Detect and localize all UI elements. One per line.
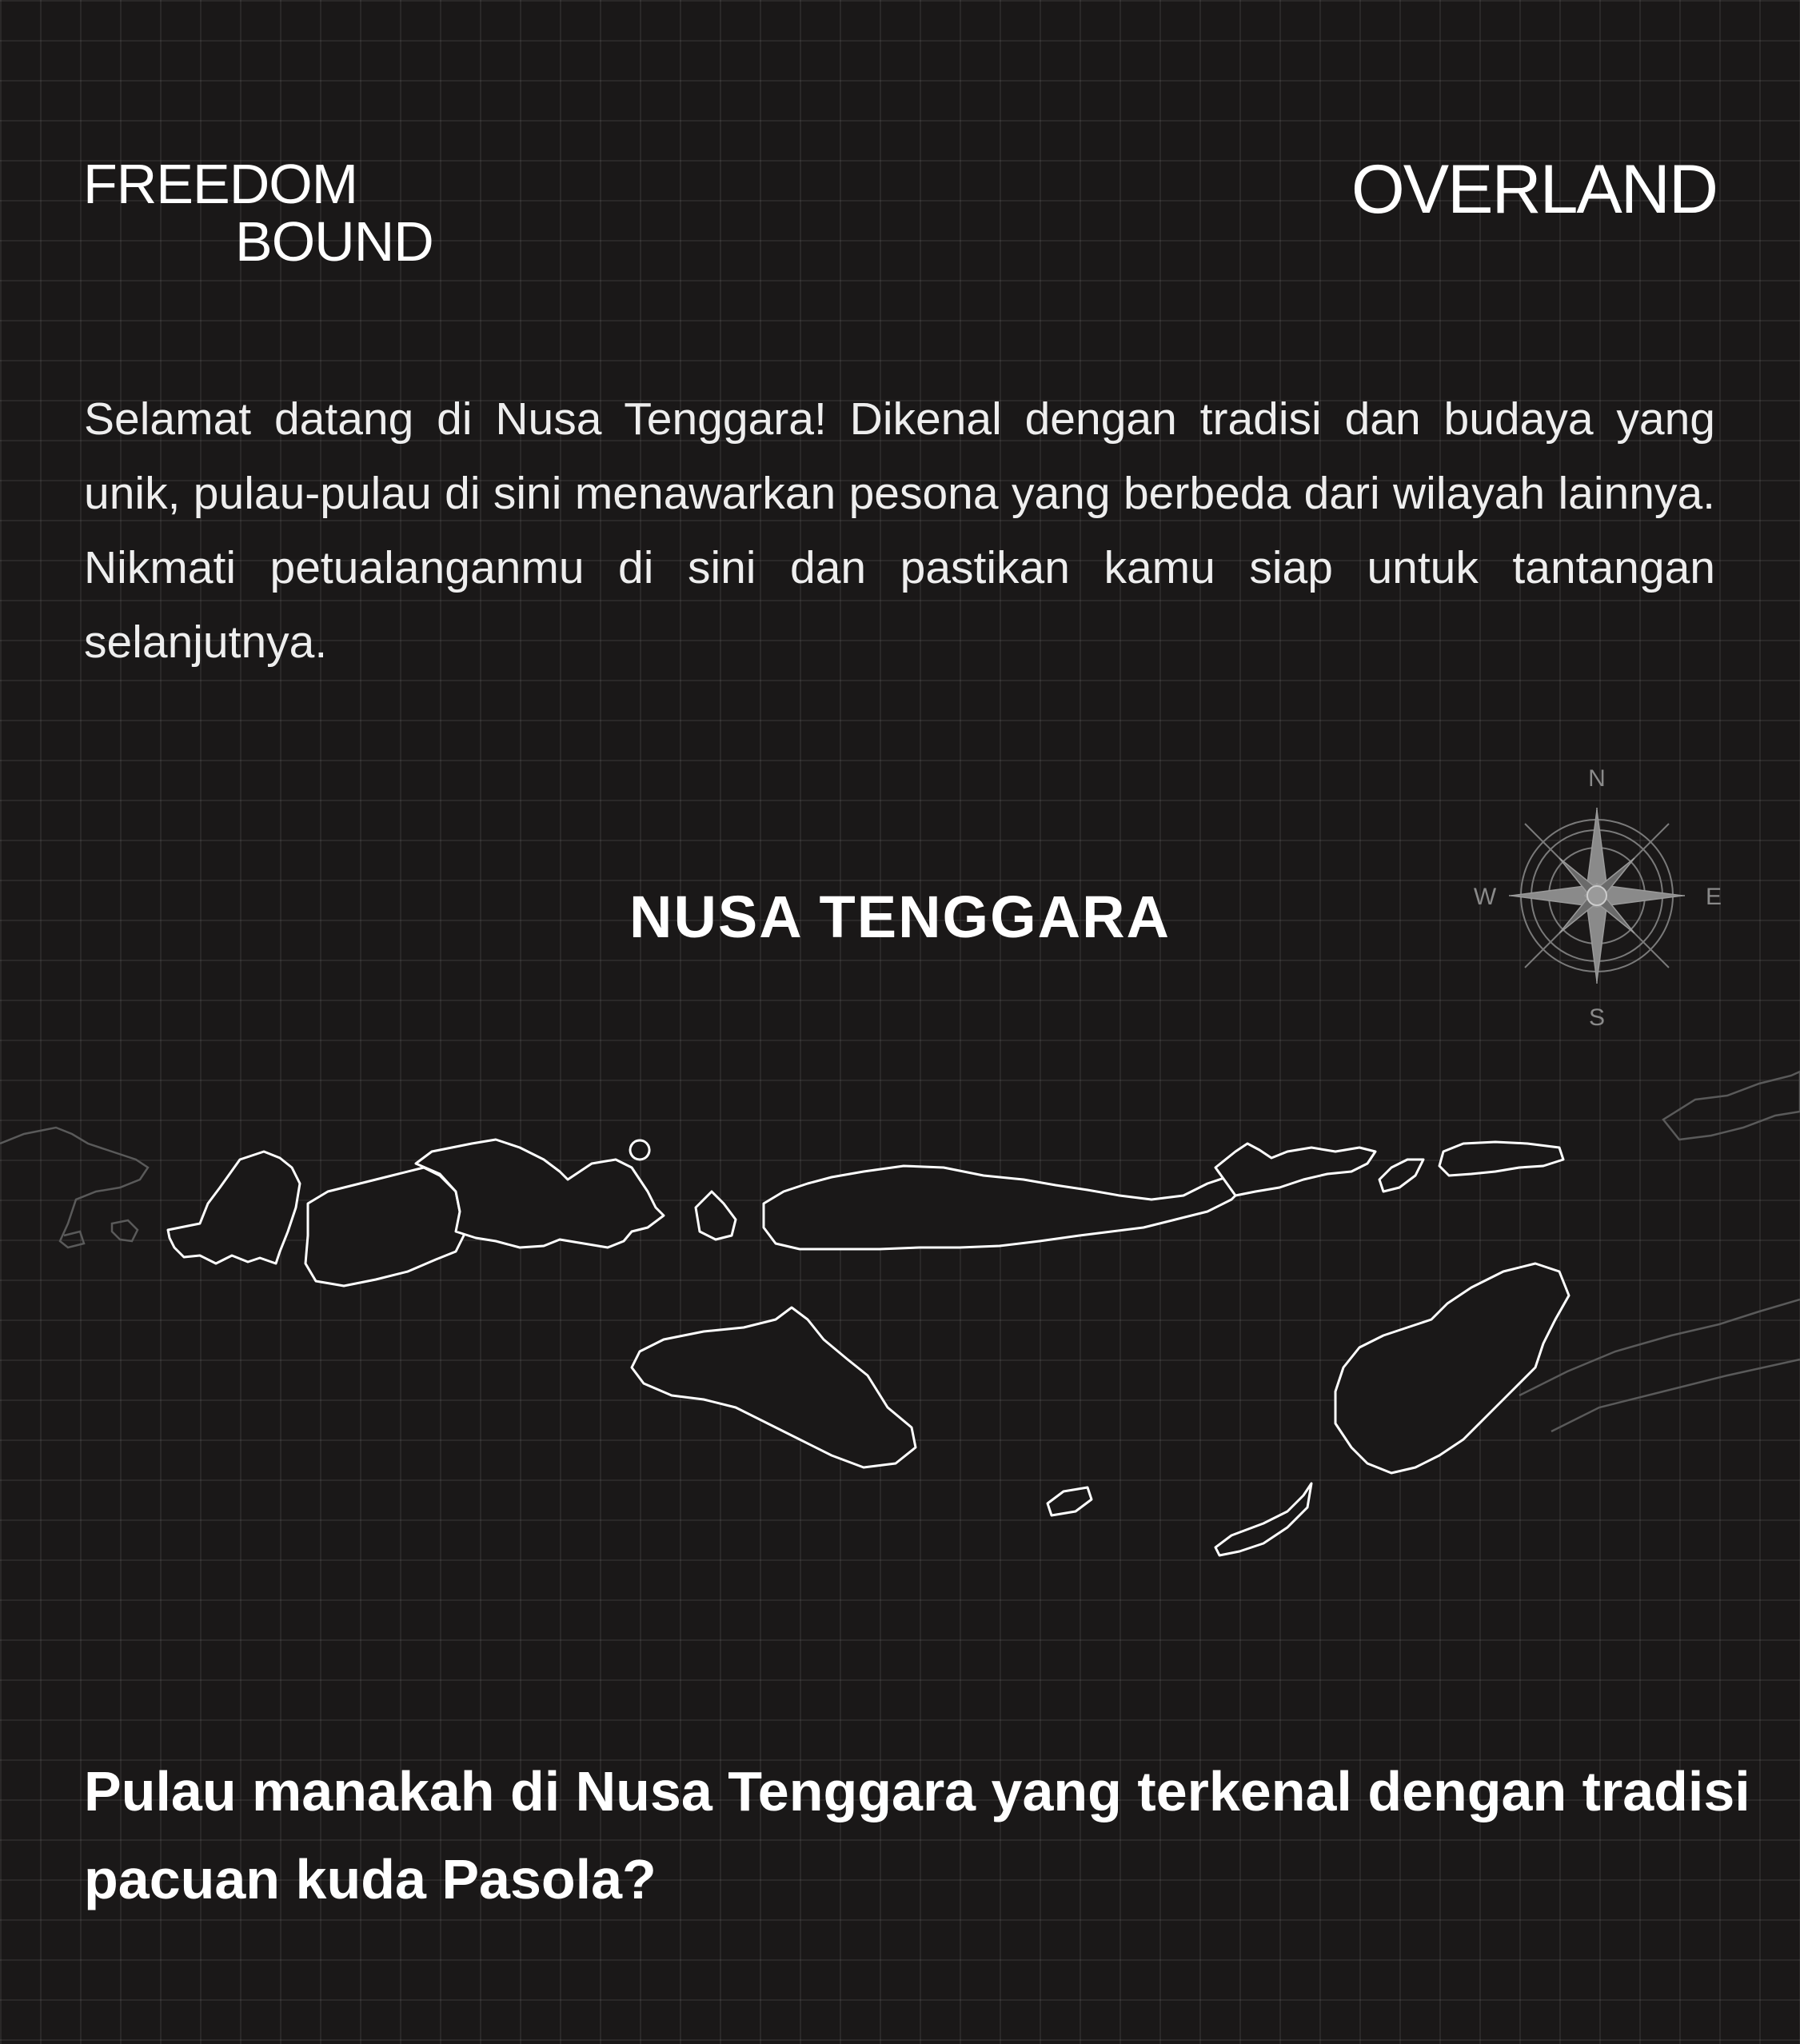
timor-outline — [1519, 1299, 1800, 1395]
compass-south-label: S — [1588, 1004, 1606, 1031]
lombok-outline — [168, 1152, 300, 1264]
compass-icon — [1471, 756, 1727, 1036]
nusa-tenggara-map — [0, 1032, 1800, 1607]
timor-lower-outline — [1551, 1359, 1800, 1431]
logo-line-2: BOUND — [235, 210, 433, 273]
bali-islet-outline — [112, 1220, 138, 1241]
sumba-outline — [632, 1307, 916, 1467]
overland-logo: OVERLAND — [1351, 151, 1717, 228]
sumbawa-west-outline — [305, 1168, 464, 1286]
logo-line-1: FREEDOM — [83, 153, 357, 215]
quiz-question: Pulau manakah di Nusa Tenggara yang terkenal dengan tradisi pacuan kuda Pasola? — [84, 1760, 1750, 1910]
wetar-outline — [1663, 1072, 1800, 1140]
island-outlines — [168, 1140, 1569, 1555]
freedom-bound-logo — [83, 153, 483, 276]
alor-islands-outline — [1215, 1144, 1375, 1196]
alor-east-outline — [1439, 1142, 1563, 1176]
compass-east-label: E — [1705, 884, 1722, 910]
rote-outline — [1215, 1483, 1311, 1555]
flores-outline — [764, 1166, 1247, 1249]
intro-paragraph: Selamat datang di Nusa Tenggara! Dikenal dengan tradisi dan budaya yang unik, pulau-pulau di sini menawarkan pesona yang berbeda dari wilayah lainnya. Nikmati petualanganmu di sini dan pastikan kamu siap untuk tantangan selanjutnya. — [84, 393, 1715, 668]
sangeang-outline — [630, 1140, 649, 1160]
bali-outline — [0, 1128, 148, 1248]
map-title: NUSA TENGGARA — [629, 884, 1171, 950]
compass-west-label: W — [1473, 884, 1497, 910]
sawu-outline — [1048, 1487, 1092, 1515]
komodo-outline — [696, 1192, 736, 1240]
pantar-outline — [1379, 1160, 1423, 1192]
timor-west-outline — [1335, 1264, 1569, 1473]
compass-north-label: N — [1588, 765, 1606, 792]
